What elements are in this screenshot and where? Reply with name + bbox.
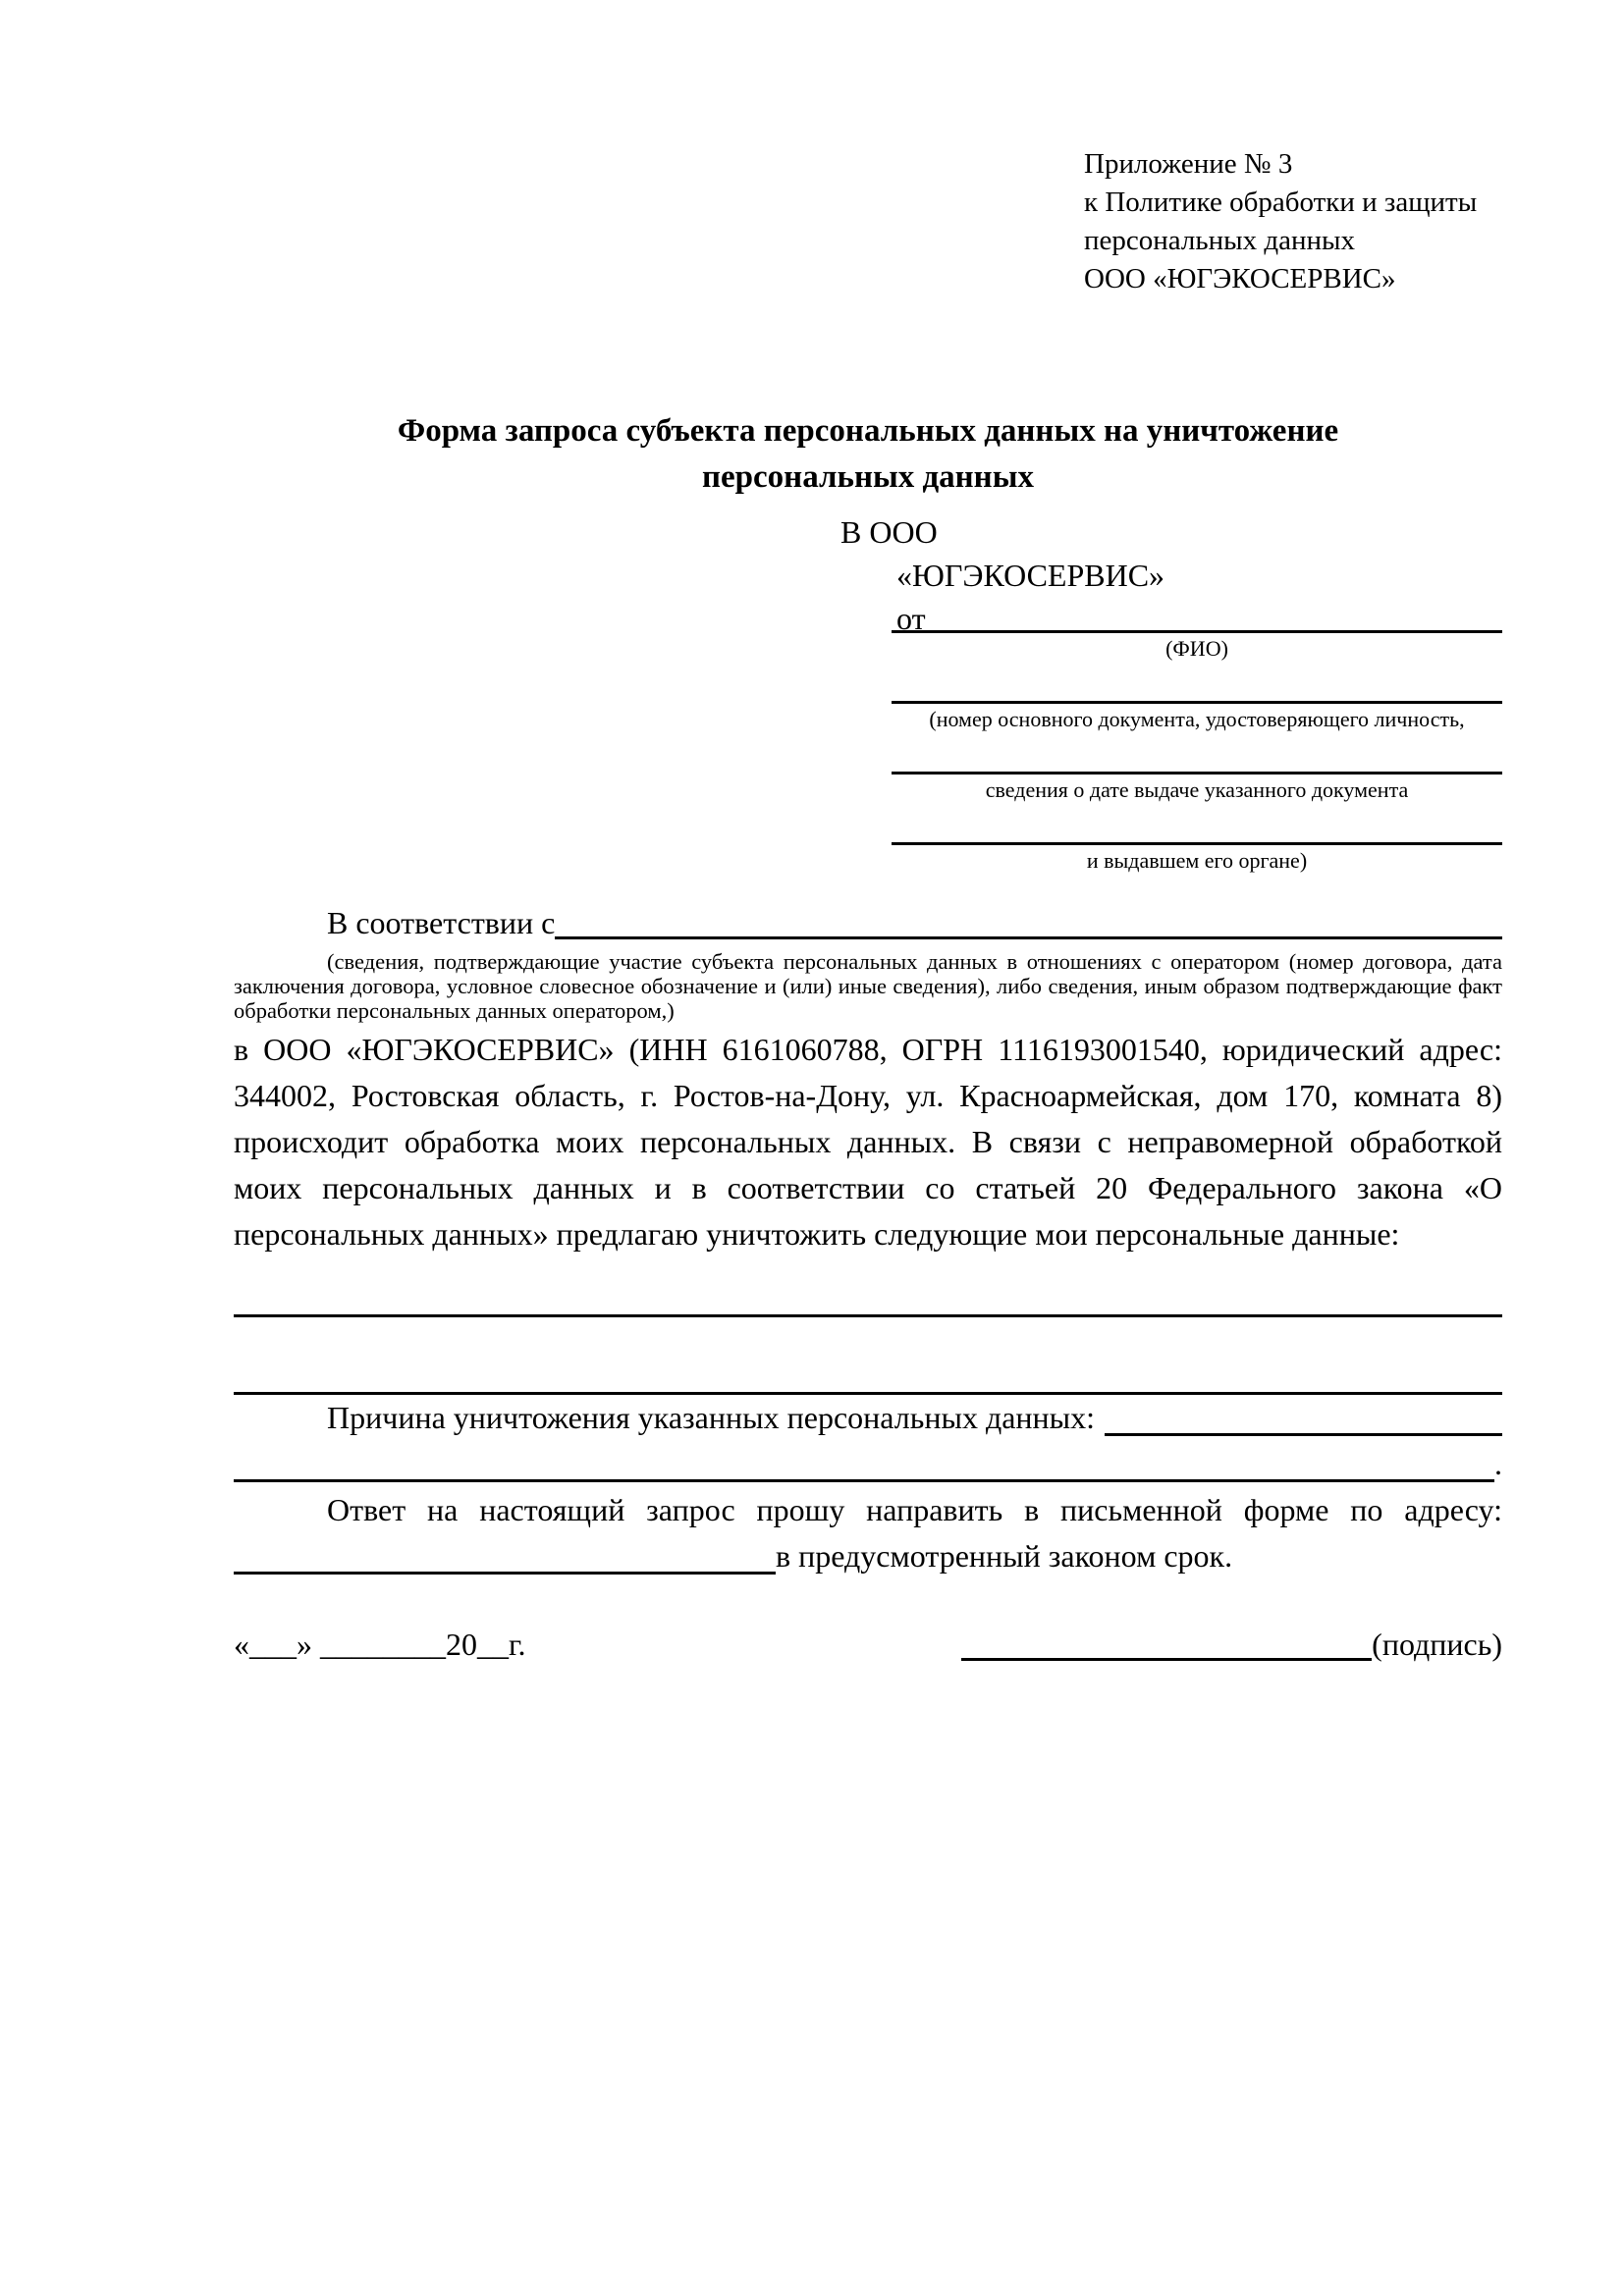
applicant-fields — [892, 628, 1502, 874]
response-term-text: в предусмотренный законом срок. — [776, 1538, 1233, 1574]
fio-caption: (ФИО) — [1165, 636, 1228, 661]
main-paragraph: в ООО «ЮГЭКОСЕРВИС» (ИНН 6161060788, ОГРН 1116193001540, юридический адрес: 344002, Ростовская область, г. Ростов-на-Дону, ул. Красноармейская, дом 170, комната 8) происходит обработка моих персональных данных. В связи с неправомерной обработкой моих персональных данных и в соответствии со статьей 20 Федерального закона «О персональных данных» предлагаю уничтожить следующие мои персональные данные: — [234, 1032, 1502, 1252]
appendix-note — [1084, 145, 1502, 298]
document-title-line1: Форма запроса субъекта персональных данных на уничтожение — [397, 413, 1339, 449]
response-address-row — [234, 1533, 1502, 1579]
appendix-note-line: ООО «ЮГЭКОСЕРВИС» — [1084, 263, 1396, 294]
addressee-block — [840, 510, 1502, 640]
addressee-from-label: от — [896, 601, 926, 636]
signature-group — [961, 1623, 1502, 1666]
appendix-note-line: персональных данных — [1084, 225, 1356, 256]
fio-field — [892, 628, 1502, 662]
document-title-line2: персональных данных — [702, 459, 1034, 495]
document-number-field — [892, 699, 1502, 732]
issuing-authority-caption: и выдавшем его органе) — [1086, 848, 1308, 873]
date-signature-row — [234, 1623, 1502, 1666]
personal-data-blank-line — [234, 1257, 1502, 1317]
document-content — [234, 145, 1502, 1666]
issue-date-field — [892, 770, 1502, 803]
date-placeholder: «___» ________20__г. — [234, 1627, 526, 1662]
accordance-label: В соответствии с — [327, 905, 556, 940]
accordance-blank-line — [555, 936, 1502, 939]
signature-blank-line — [961, 1658, 1372, 1661]
reason-label: Причина уничтожения указанных персональных данных: — [327, 1400, 1096, 1435]
document-number-caption: (номер основного документа, удостоверяющего личность, — [929, 707, 1465, 731]
accordance-row — [234, 901, 1502, 944]
reason-blank-line-2 — [234, 1479, 1494, 1482]
reason-continuation-row — [234, 1441, 1502, 1487]
appendix-note-line: к Политике обработки и защиты — [1084, 187, 1478, 218]
accordance-footnote: (сведения, подтверждающие участие субъекта персональных данных в отношениях с оператором (номер договора, дата заключения договора, условное словесное обозначение и (или) иные сведения), либо сведения, иным образом подтверждающие факт обработки персональных данных оператором,) — [234, 949, 1502, 1023]
document-title — [234, 408, 1502, 501]
issue-date-caption: сведения о дате выдаче указанного документа — [985, 777, 1409, 802]
signature-caption: (подпись) — [1372, 1627, 1502, 1662]
issuing-authority-field — [892, 840, 1502, 874]
reason-period: . — [1494, 1446, 1502, 1481]
reason-blank-line — [1105, 1433, 1502, 1436]
personal-data-blank-line — [234, 1317, 1502, 1395]
address-blank-line — [234, 1572, 776, 1575]
appendix-note-line: Приложение № 3 — [1084, 148, 1293, 180]
reason-row — [234, 1395, 1502, 1441]
addressee-to-label: В ООО — [840, 514, 938, 550]
response-sentence: Ответ на настоящий запрос прошу направить в письменной форме по адресу: — [327, 1492, 1502, 1527]
addressee-org-name: «ЮГЭКОСЕРВИС» — [896, 558, 1165, 593]
